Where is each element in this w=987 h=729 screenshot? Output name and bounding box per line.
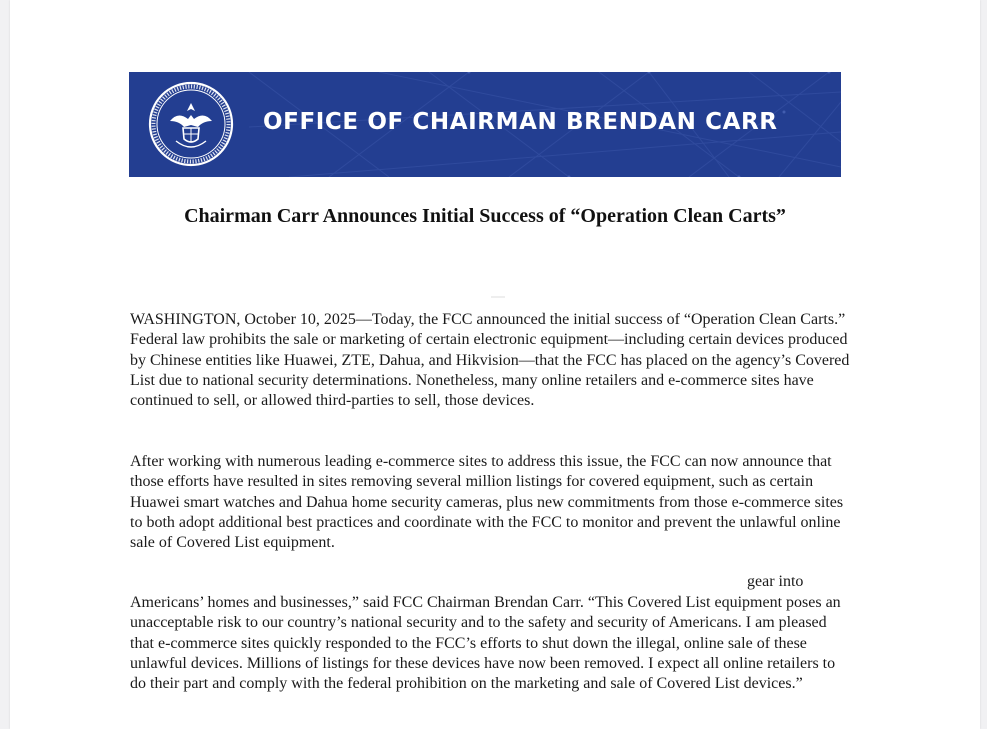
banner-title: OFFICE OF CHAIRMAN BRENDAN CARR xyxy=(263,109,778,135)
document-title: Chairman Carr Announces Initial Success of “Operation Clean Carts” xyxy=(184,205,786,227)
header-banner xyxy=(129,72,841,177)
paragraph-intro: WASHINGTON, October 10, 2025—Today, the FCC announced the initial success of “Operation Clean Carts.” Federal law prohibits the sale or marketing of certain electronic equipment—including certain devices produced by Chinese entities like Huawei, ZTE, Dahua, and Hikvision—that the FCC has placed on the agency’s Covered List due to national security determinations. Nonetheless, many online retailers and e-commerce sites have continued to sell, or allowed third-parties to sell, those devices. xyxy=(130,311,850,410)
quote-fragment: gear into xyxy=(747,573,804,590)
fcc-seal-icon xyxy=(148,81,234,167)
separator-mark xyxy=(491,296,505,298)
paragraph-results: After working with numerous leading e-commerce sites to address this issue, the FCC can now announce that those efforts have resulted in sites removing several million listings for covered equipment, such as certain Huawei smart watches and Dahua home security cameras, plus new commitments from those e-commerce sites to both adopt additional best practices and coordinate with the FCC to monitor and prevent the unlawful online sale of Covered List equipment. xyxy=(130,453,844,552)
document-page xyxy=(10,0,980,729)
paragraph-quote: Americans’ homes and businesses,” said FCC Chairman Brendan Carr. “This Covered List equipment poses an unacceptable risk to our country’s national security and to the safety and security of Americans. I am pleased that e-commerce sites quickly responded to the FCC’s efforts to shut down the illegal, online sale of these unlawful devices. Millions of listings for these devices have now been removed. I expect all online retailers to do their part and comply with the federal prohibition on the marketing and sale of Covered List devices.” xyxy=(130,594,841,693)
